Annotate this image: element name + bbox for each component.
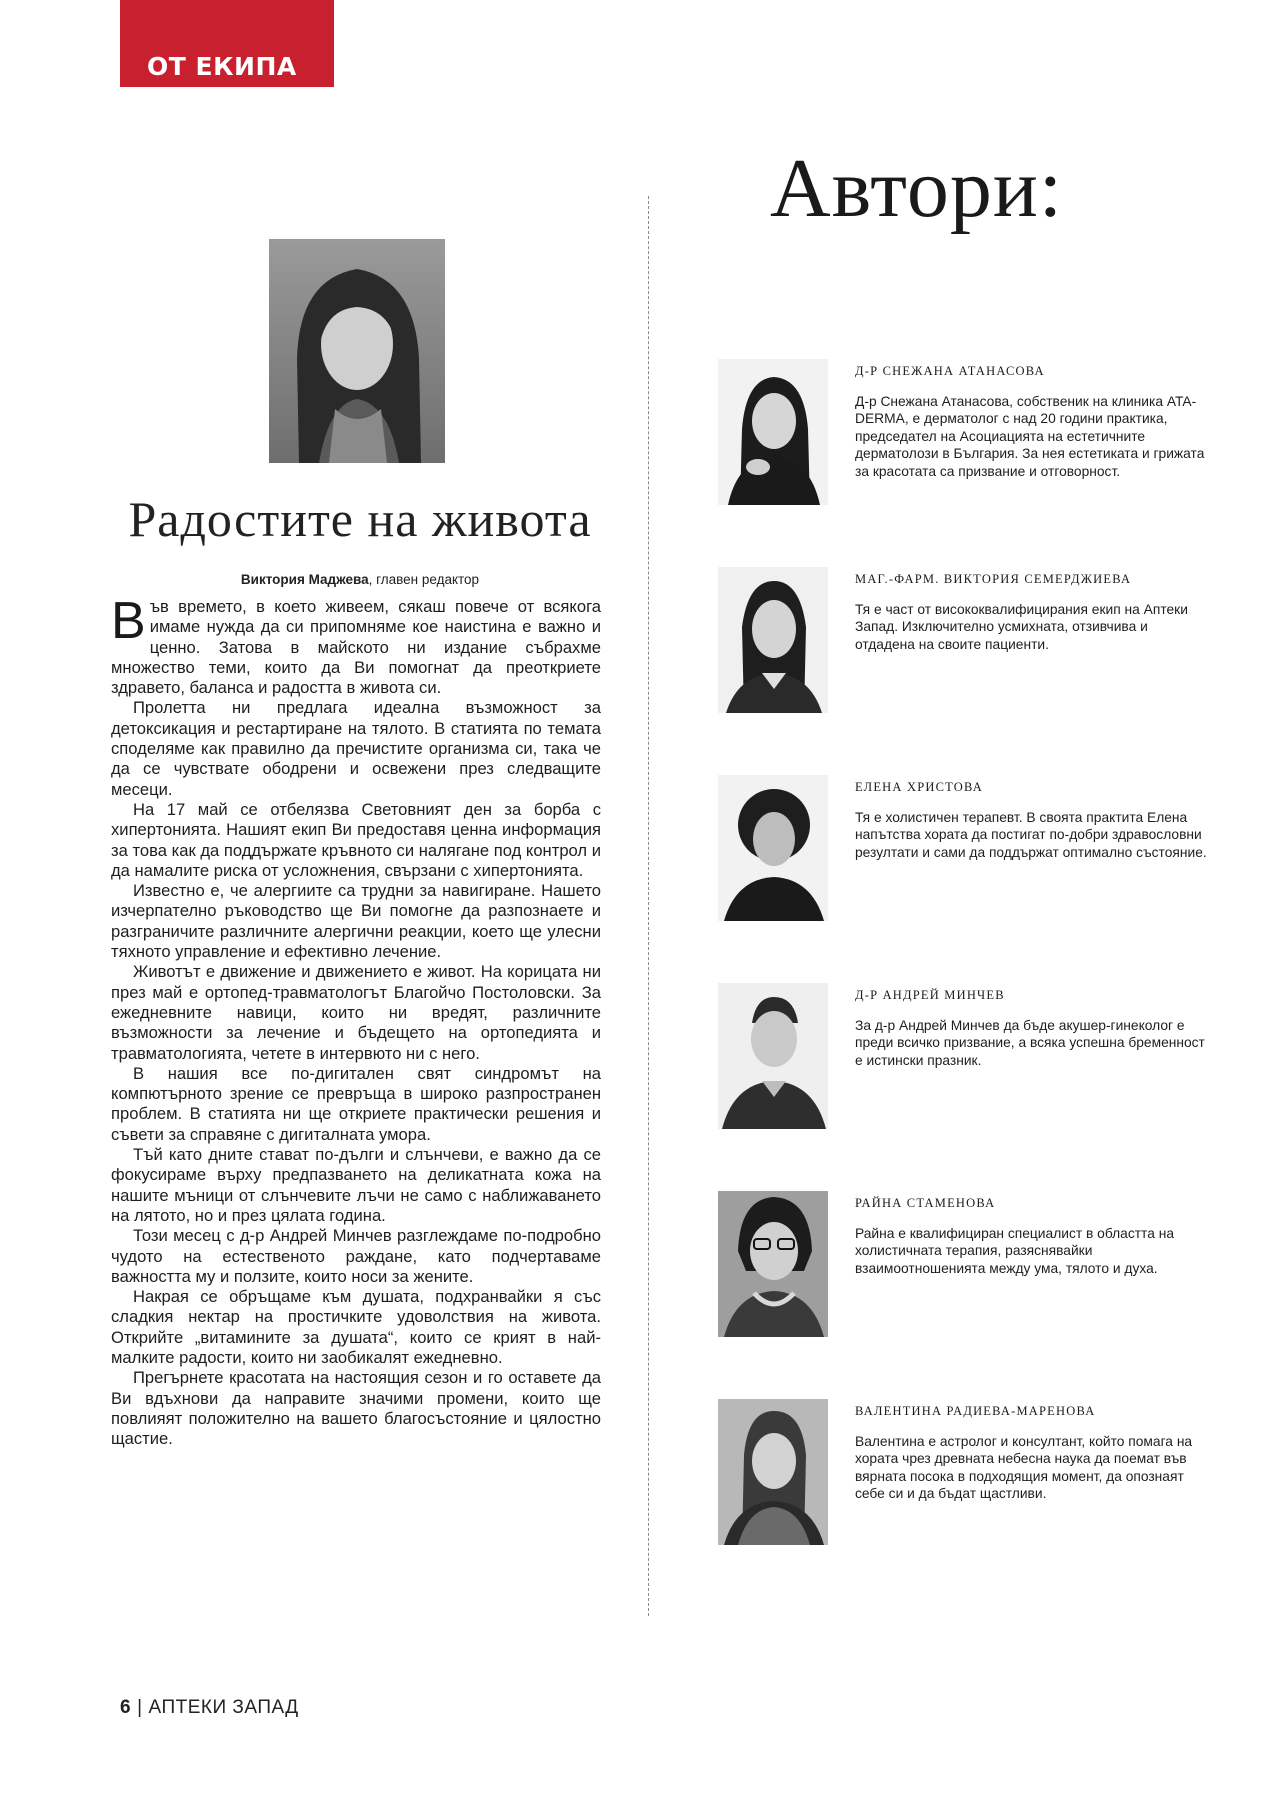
editor-portrait — [269, 239, 445, 463]
editorial-paragraph: Във времето, в което живеем, сякаш повече от всякога имаме нужда да си припомняме кое наистина е важно и ценно. Затова в майското ни издание събрахме множество теми, които да Ви помогнат да преоткриете здравето, баланса и радостта в живота си. — [111, 592, 601, 698]
author-name: МАГ.-ФАРМ. ВИКТОРИЯ СЕМЕРДЖИЕВА — [855, 572, 1132, 586]
author-bio: За д-р Андрей Минчев да бъде акушер-гинеколог е преди всичко призвание, а всяка успешна бременност е истински празник. — [855, 1018, 1205, 1068]
dropcap: В — [111, 592, 146, 650]
editorial-paragraph: На 17 май се отбелязва Световният ден за борба с хипертонията. Нашият екип Ви предоставя ценна информация за това как да поддържате кръвното си налягане под контрол и да намалите риска от усложнения, свързани с хипертонията. — [111, 799, 601, 880]
author-bio: Д-р Снежана Атанасова, собственик на клиника ATA-DERMA, е дерматолог с над 20 години практика, председател на Асоциацията на естетичните дерматолози в България. За нея естетиката и грижата за красотата са призвание и отговорност. — [855, 394, 1205, 479]
editorial-paragraph: Този месец с д-р Андрей Минчев разглеждаме по-подробно чудото на естественото раждане, като подчертаваме важността му и ползите, които носи за жените. — [111, 1226, 601, 1286]
section-tag — [120, 0, 334, 87]
author-bio: Тя е холистичен терапевт. В своята практита Елена напътства хората да постигат по-добри здравословни резултати и сами да поддържат оптимално състояние. — [855, 810, 1207, 860]
byline-author-role: , главен редактор — [368, 572, 480, 587]
author-name: РАЙНА СТАМЕНОВА — [855, 1196, 996, 1210]
author-photo — [718, 983, 828, 1129]
author-bio: Тя е част от висококвалифицирания екип на Аптеки Запад. Изключително усмихната, отзивчива и отдадена на своите пациенти. — [855, 602, 1188, 652]
byline-author-name: Виктория Маджева — [240, 572, 369, 587]
editorial-paragraph: Тъй като дните стават по-дълги и слънчеви, е важно да се фокусираме върху предпазването на деликатната кожа на нашите мъници от слънчевите лъчи не само с наближаването на лятото, но и през цялата година. — [111, 1145, 601, 1225]
author-photo — [718, 359, 828, 505]
author-card — [718, 567, 1238, 717]
author-card — [718, 359, 1238, 509]
publication-name: АПТЕКИ ЗАПАД — [148, 1697, 299, 1718]
author-bio: Райна е квалифициран специалист в областта на холистичната терапия, разяснявайки взаимоотношенията между ума, тялото и духа. — [855, 1226, 1175, 1276]
editorial-byline — [80, 572, 640, 587]
author-name: Д-Р СНЕЖАНА АТАНАСОВА — [855, 364, 1045, 378]
author-name: ЕЛЕНА ХРИСТОВА — [855, 780, 983, 794]
author-bio: Валентина е астролог и консултант, който помага на хората чрез древната небесна наука да поемат във вярната посока в подходящия момент, да опознаят себе си и да бъдат щастливи. — [855, 1434, 1193, 1502]
author-card — [718, 1399, 1238, 1549]
editorial-body — [111, 592, 601, 1449]
editorial-paragraph: Известно е, че алергиите са трудни за навигиране. Нашето изчерпателно ръководство ще Ви помогне да разпознаете и разграничите различните алергични реакции, което ще улесни тяхното управление и ефективно лечение. — [111, 881, 601, 962]
author-photo — [718, 775, 828, 921]
section-tag-label: ОТ ЕКИПА — [147, 52, 297, 81]
editorial-title: Радостите на живота — [128, 491, 592, 547]
editorial-paragraph: В нашия все по-дигитален свят синдромът на компютърното зрение се превръща в широко разпространен проблем. В статията ни ще откриете практически решения и съвети за справяне с дигиталната умора. — [111, 1063, 601, 1144]
author-photo — [718, 1399, 828, 1545]
authors-heading: Автори: — [770, 142, 1064, 235]
editorial-paragraph: Пролетта ни предлага идеална възможност за детоксикация и рестартиране на тялото. В статията по темата споделяме как правилно да пречистите организма си, така че да се чувствате ободрени и освежени през следващите месеци. — [111, 698, 601, 799]
editorial-paragraph: Прегърнете красотата на настоящия сезон и го оставете да Ви вдъхнови да направите значими промени, които ще повлияят положително на вашето благосъстояние и цялостно щастие. — [111, 1368, 601, 1449]
author-card — [718, 983, 1238, 1133]
page-footer — [120, 1697, 299, 1719]
author-name: ВАЛЕНТИНА РАДИЕВА-МАРЕНОВА — [855, 1404, 1096, 1418]
author-photo — [718, 1191, 828, 1337]
author-name: Д-Р АНДРЕЙ МИНЧЕВ — [855, 988, 1005, 1002]
author-photo — [718, 567, 828, 713]
editorial-paragraph: Накрая се обръщаме към душата, подхранвайки я със сладкия нектар на простичките удоволствия на живота. Открийте „витамините за душата“, които се крият в най-малките радости, които ни заобикалят ежедневно. — [111, 1287, 601, 1367]
page-number: 6 — [120, 1697, 132, 1718]
column-divider — [648, 196, 649, 1616]
editorial-paragraph: Животът е движение и движението е живот. На корицата ни през май е ортопед-травматологът Благойчо Постоловски. За ежедневните навици, които ни вредят, различните възможности за лечение и бъдещето на ортопедията и травматологията, четете в интервюто ни с него. — [111, 962, 601, 1063]
author-card — [718, 775, 1238, 925]
footer-separator: | — [137, 1697, 143, 1718]
author-card — [718, 1191, 1238, 1341]
